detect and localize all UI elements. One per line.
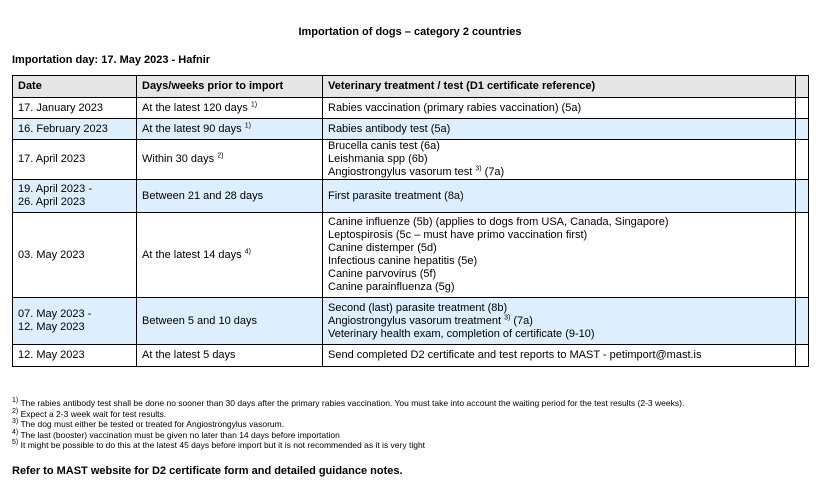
treatment-line [328,315,790,328]
date-text: 03. May 2023 [18,248,85,261]
days-text: At the latest 120 days [142,101,248,114]
treatment-text: Canine distemper (5d) [328,242,437,254]
treatment-line [328,153,790,166]
treatment-line [328,302,790,315]
treatment-text: Angiostrongylus vasorum test [328,166,473,178]
treatment-ref: (7a) [484,166,505,178]
days-text: Within 30 days [142,153,215,165]
cell-days [137,298,323,345]
footnote-text: The last (booster) vaccination must be given no later than 14 days before importation [20,429,340,440]
footnote [12,398,684,409]
treatment-line [328,328,790,341]
page-title: Importation of dogs – category 2 countries [298,26,522,38]
cell-extra [796,213,809,298]
guidance-note: Refer to MAST website for D2 certificate form and detailed guidance notes. [12,465,403,477]
days-text: Between 5 and 10 days [142,314,257,327]
footnote [12,409,684,420]
date-text: 17. April 2023 [18,153,86,165]
cell-extra [796,98,809,119]
cell-date [13,98,137,119]
date-text: 12. May 2023 [18,349,85,361]
footnote-number: 5) [12,439,19,447]
treatment-line [328,281,790,294]
treatment-line [328,216,790,229]
cell-date [13,345,137,367]
cell-extra [796,345,809,367]
cell-treatment [323,98,796,119]
cell-days [137,180,323,213]
date-text-end: 26. April 2023 [18,196,86,208]
header-extra [796,76,809,98]
days-text: At the latest 90 days [142,122,242,135]
cell-date [13,180,137,213]
footnote-number: 4) [12,428,19,436]
treatment-ref: (7a) [513,314,533,327]
treatment-text: Canine influenze (5b) (applies to dogs from USA, Canada, Singapore) [328,216,669,228]
footnote-ref: 3) [504,313,511,321]
treatment-text: Send completed D2 certificate and test reports to MAST - petimport@mast.is [328,349,702,361]
treatment-line [328,242,790,255]
treatment-line [328,123,790,136]
cell-date [13,119,137,140]
footnote-number: 1) [12,397,19,405]
footnote-text: The rabies antibody test shall be done no sooner than 30 days after the primary rabies vaccination. You must take into account the waiting period for the test results (2-3 weeks). [20,398,685,408]
cell-extra [796,298,809,345]
footnote-text: Expect a 2-3 week wait for test results. [20,408,167,419]
treatment-text: Brucella canis test (6a) [328,140,440,152]
date-text: 19. April 2023 - [18,183,92,195]
treatment-line [328,190,790,203]
table-row [13,140,809,180]
treatment-text: Rabies antibody test (5a) [328,122,451,135]
footnote-text: It might be possible to do this at the latest 45 days before import but it is not recommended as it is very tight [20,440,426,451]
cell-treatment [323,140,796,180]
header-treatment: Veterinary treatment / test (D1 certificate reference) [323,76,796,98]
header-days: Days/weeks prior to import [137,76,323,98]
treatment-text: Angiostrongylus vasorum treatment [328,314,502,327]
treatment-text: Infectious canine hepatitis (5e) [328,255,478,267]
cell-days [137,140,323,180]
footnote [12,440,684,451]
treatment-line [328,102,790,115]
cell-days [137,345,323,367]
cell-extra [796,140,809,180]
cell-days [137,213,323,298]
cell-treatment [323,213,796,298]
table-row [13,345,809,367]
days-text: At the latest 14 days [142,248,242,261]
treatment-line [328,268,790,281]
treatment-text: Leishmania spp (6b) [328,153,428,165]
treatment-line [328,166,790,179]
cell-treatment [323,180,796,213]
treatment-line [328,255,790,268]
treatment-text: Canine parainfluenza (5g) [328,281,455,293]
cell-treatment [323,298,796,345]
treatment-text: Leptospirosis (5c – must have primo vaccination first) [328,229,588,241]
date-text: 07. May 2023 - [18,308,92,320]
table-row [13,213,809,298]
footnote [12,430,684,441]
table-row [13,98,809,119]
table-header-row [13,76,809,98]
cell-date [13,298,137,345]
date-text: 17. January 2023 [18,101,104,114]
treatment-line [328,349,790,362]
treatment-line [328,140,790,153]
treatment-text: Veterinary health exam, completion of certificate (9-10) [328,327,595,340]
footnote-ref: 4) [244,247,251,255]
cell-treatment [323,345,796,367]
footnote-ref: 3) [475,165,482,173]
date-text-end: 12. May 2023 [18,321,85,333]
cell-date [13,140,137,180]
treatment-text: First parasite treatment (8a) [328,189,464,202]
treatment-text: Rabies vaccination (primary rabies vaccination) (5a) [328,101,582,114]
table-body [13,98,809,367]
treatment-text: Second (last) parasite treatment (8b) [328,301,508,314]
footnote-number: 3) [12,418,19,426]
days-text: Between 21 and 28 days [142,189,264,202]
cell-days [137,119,323,140]
cell-date [13,213,137,298]
cell-extra [796,119,809,140]
footnote-text: The dog must either be tested or treated for Angiostrongylus vasorum. [20,419,285,430]
days-text: At the latest 5 days [142,349,236,361]
footnote-number: 2) [12,407,19,415]
footnote [12,419,684,430]
footnote-ref: 1) [250,100,258,108]
footnotes [12,398,684,451]
cell-extra [796,180,809,213]
treatment-text: Canine parvovirus (5f) [328,268,437,280]
footnote-ref: 2) [217,152,224,160]
importation-day: Importation day: 17. May 2023 - Hafnir [12,54,211,66]
cell-days [137,98,323,119]
table-row [13,119,809,140]
treatment-line [328,229,790,242]
footnote-ref: 1) [244,121,251,129]
table-row [13,180,809,213]
date-text: 16. February 2023 [18,122,108,135]
table-row [13,298,809,345]
cell-treatment [323,119,796,140]
schedule-table [12,75,809,367]
header-date: Date [13,76,137,98]
